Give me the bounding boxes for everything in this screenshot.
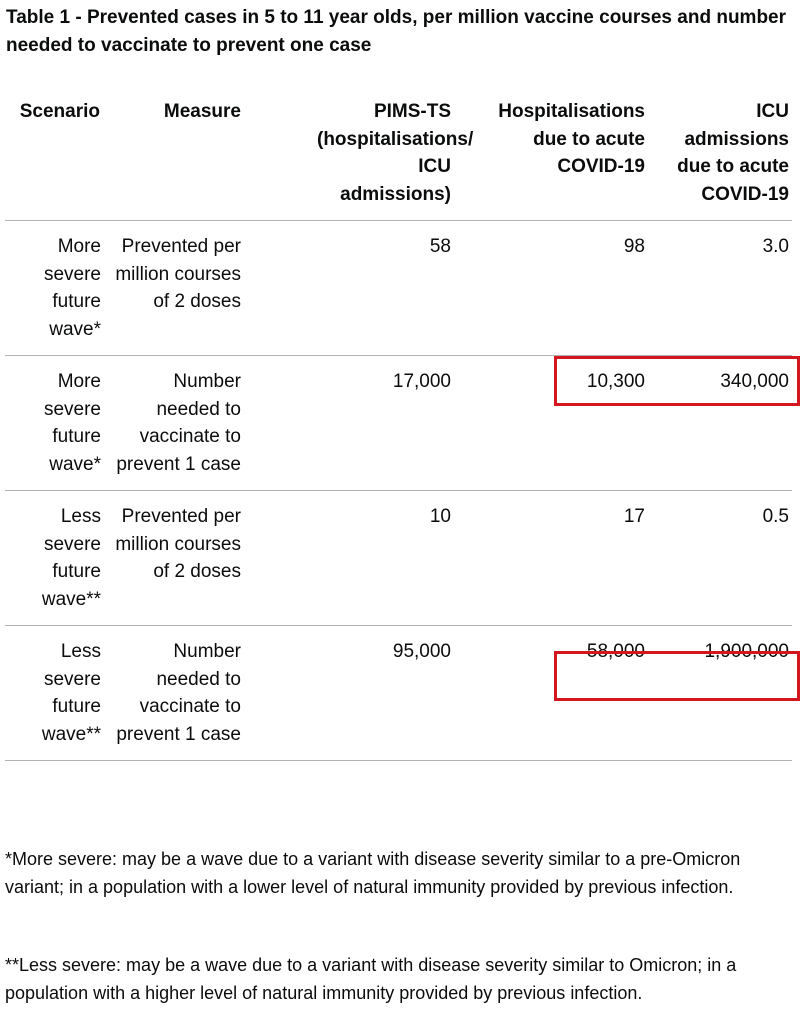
header-hospitalisations: Hospitalisations due to acute COVID-19: [456, 98, 650, 221]
table-row: [5, 626, 792, 761]
cell-scenario: More severe future wave*: [5, 356, 107, 491]
table-header-row: [5, 98, 792, 221]
cell-hospitalisations: 10,300: [456, 356, 650, 491]
cell-icu-admissions: 340,000: [650, 356, 792, 491]
cell-pims-ts: 17,000: [247, 356, 456, 491]
vaccine-data-table: [5, 98, 792, 761]
header-measure: Measure: [107, 98, 247, 221]
cell-measure: Prevented per million courses of 2 doses: [107, 221, 247, 356]
table-row: [5, 221, 792, 356]
cell-scenario: Less severe future wave**: [5, 491, 107, 626]
cell-pims-ts: 95,000: [247, 626, 456, 761]
footnote-more-severe: *More severe: may be a wave due to a variant with disease severity similar to a pre-Omicron variant; in a population with a lower level of natural immunity provided by previous infection.: [5, 849, 741, 897]
cell-scenario: More severe future wave*: [5, 221, 107, 356]
cell-measure: Prevented per million courses of 2 doses: [107, 491, 247, 626]
header-pims-ts: PIMS-TS (hospitalisations/ ICU admissions): [247, 98, 456, 221]
cell-icu-admissions: 1,900,000: [650, 626, 792, 761]
table-row: [5, 491, 792, 626]
cell-icu-admissions: 0.5: [650, 491, 792, 626]
cell-hospitalisations: 98: [456, 221, 650, 356]
cell-measure: Number needed to vaccinate to prevent 1 case: [107, 356, 247, 491]
cell-scenario: Less severe future wave**: [5, 626, 107, 761]
cell-pims-ts: 58: [247, 221, 456, 356]
header-icu-admissions: ICU admissions due to acute COVID-19: [650, 98, 792, 221]
cell-icu-admissions: 3.0: [650, 221, 792, 356]
cell-hospitalisations: 58,000: [456, 626, 650, 761]
cell-measure: Number needed to vaccinate to prevent 1 case: [107, 626, 247, 761]
footnote-less-severe: **Less severe: may be a wave due to a variant with disease severity similar to Omicron; in a population with a higher level of natural immunity provided by previous infection.: [5, 955, 737, 1003]
table-caption: Table 1 - Prevented cases in 5 to 11 year olds, per million vaccine courses and number needed to vaccinate to prevent one case: [6, 7, 787, 56]
header-scenario: Scenario: [5, 98, 107, 221]
cell-hospitalisations: 17: [456, 491, 650, 626]
cell-pims-ts: 10: [247, 491, 456, 626]
table-row: [5, 356, 792, 491]
